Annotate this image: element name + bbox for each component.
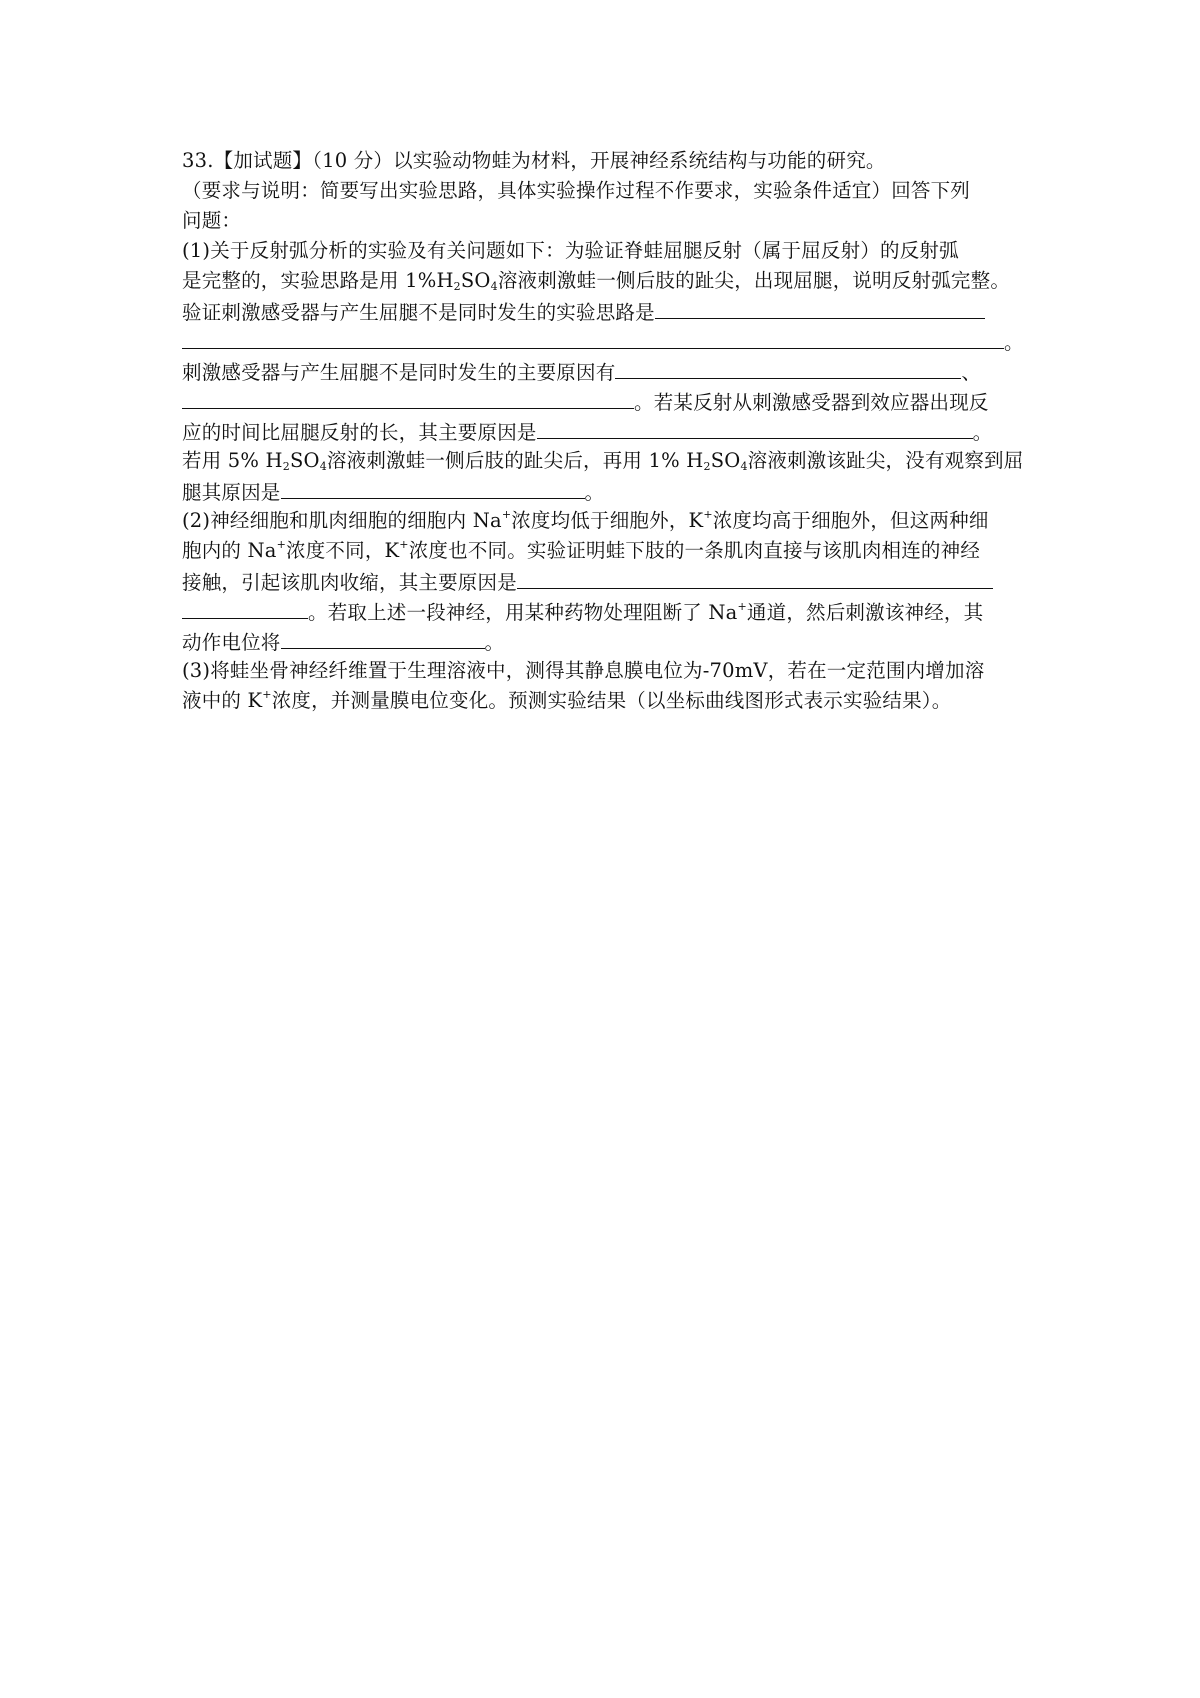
part2-text: 浓度也不同。实验证明蛙下肢的一条肌肉直接与该肌肉相连的神经 (408, 539, 981, 562)
part1-text: 腿其原因是 (182, 481, 281, 504)
part2-text: 浓度不同，K (286, 539, 400, 562)
formula-text: SO (289, 449, 320, 472)
question-tag: 【加试题】 (213, 149, 313, 172)
punctuation: 。 (972, 421, 993, 444)
part3-line (182, 656, 1027, 686)
part1-text: 若用 5% (182, 449, 260, 472)
answer-blank[interactable] (537, 416, 973, 439)
part1-text: 溶液刺激蛙一侧后肢的趾尖后，再用 1% (326, 449, 680, 472)
charge-superscript: + (501, 508, 512, 521)
part2-line (182, 536, 1027, 566)
part1-text: (1)关于反射弧分析的实验及有关问题如下：为验证脊蛙屈腿反射（属于屈反射）的反射弧 (182, 239, 959, 262)
requirements-text: 问题： (182, 209, 242, 232)
part2-text: 。若取上述一段神经，用某种药物处理阻断了 Na (308, 601, 738, 624)
requirements-line (182, 176, 1027, 206)
punctuation: 、 (961, 361, 982, 384)
part2-text: 浓度均高于细胞外，但这两种细 (712, 509, 989, 532)
punctuation: 。 (584, 481, 605, 504)
part2-text: 接触，引起该肌肉收缩，其主要原因是 (182, 571, 517, 594)
part2-text: (2)神经细胞和肌肉细胞的细胞内 Na (182, 509, 502, 532)
part3-text: (3)将蛙坐骨神经纤维置于生理溶液中，测得其静息膜电位为-70mV，若在一定范围内增加溶 (182, 659, 985, 682)
part1-text: 。若某反射从刺激感受器到效应器出现反 (634, 391, 989, 414)
answer-blank[interactable] (281, 626, 485, 649)
question-score: （10 分） (312, 149, 394, 172)
formula-text: SO (460, 269, 491, 292)
part1-text: 溶液刺激该趾尖，没有观察到屈 (747, 449, 1024, 472)
formula-subscript: 4 (319, 460, 327, 473)
punctuation: 。 (1004, 331, 1024, 354)
formula-subscript: 4 (740, 460, 748, 473)
answer-blank[interactable] (615, 356, 961, 379)
question-33 (182, 146, 1027, 716)
part1-text: 是完整的，实验思路是用 1% (182, 269, 437, 292)
part1-line (182, 356, 1027, 386)
part2-line (182, 566, 1027, 596)
charge-superscript: + (703, 508, 713, 521)
answer-blank[interactable] (182, 326, 1004, 349)
formula-text: H (265, 449, 283, 472)
part2-text: 通道，然后刺激该神经，其 (746, 601, 984, 624)
answer-blank[interactable] (655, 296, 985, 319)
answer-blank[interactable] (517, 566, 993, 589)
part1-line (182, 296, 1027, 326)
answer-blank[interactable] (182, 596, 308, 619)
part2-text: 浓度均低于细胞外，K (511, 509, 704, 532)
part3-text: 浓度，并测量膜电位变化。预测实验结果（以坐标曲线图形式表示实验结果）。 (271, 689, 952, 712)
part2-line (182, 626, 1027, 656)
part2-text: 胞内的 Na (182, 539, 277, 562)
part1-line (182, 386, 1027, 416)
part1-line (182, 446, 1027, 476)
part1-line (182, 476, 1027, 506)
question-intro: 以实验动物蛙为材料，开展神经系统结构与功能的研究。 (393, 149, 886, 172)
answer-blank[interactable] (182, 386, 634, 409)
formula-subscript: 2 (703, 460, 711, 473)
part3-line (182, 686, 1027, 716)
question-number: 33. (182, 149, 214, 172)
part2-text: 动作电位将 (182, 631, 281, 654)
formula-text: H (436, 269, 454, 292)
charge-superscript: + (737, 600, 747, 613)
formula-text: SO (710, 449, 741, 472)
requirements-text: （要求与说明：简要写出实验思路，具体实验操作过程不作要求，实验条件适宜）回答下列 (182, 179, 971, 202)
part1-line (182, 416, 1027, 446)
part1-text: 溶液刺激蛙一侧后肢的趾尖，出现屈腿，说明反射弧完整。 (497, 269, 1011, 292)
part1-text: 刺激感受器与产生屈腿不是同时发生的主要原因有 (182, 361, 616, 384)
part1-line (182, 266, 1027, 296)
part1-line (182, 236, 1027, 266)
part1-text: 验证刺激感受器与产生屈腿不是同时发生的实验思路是 (182, 301, 655, 324)
charge-superscript: + (399, 538, 409, 551)
part2-line (182, 596, 1027, 626)
answer-blank[interactable] (281, 476, 585, 499)
punctuation: 。 (484, 631, 505, 654)
charge-superscript: + (262, 688, 272, 701)
question-header (182, 146, 1027, 176)
part2-line (182, 506, 1027, 536)
formula-subscript: 2 (453, 280, 461, 293)
formula-subscript: 4 (490, 280, 498, 293)
part3-text: 液中的 K (182, 689, 263, 712)
part1-text: 应的时间比屈腿反射的长，其主要原因是 (182, 421, 537, 444)
part1-line (182, 326, 1027, 356)
charge-superscript: + (276, 538, 287, 551)
formula-text: H (686, 449, 704, 472)
requirements-line (182, 206, 1027, 236)
formula-subscript: 2 (282, 460, 290, 473)
